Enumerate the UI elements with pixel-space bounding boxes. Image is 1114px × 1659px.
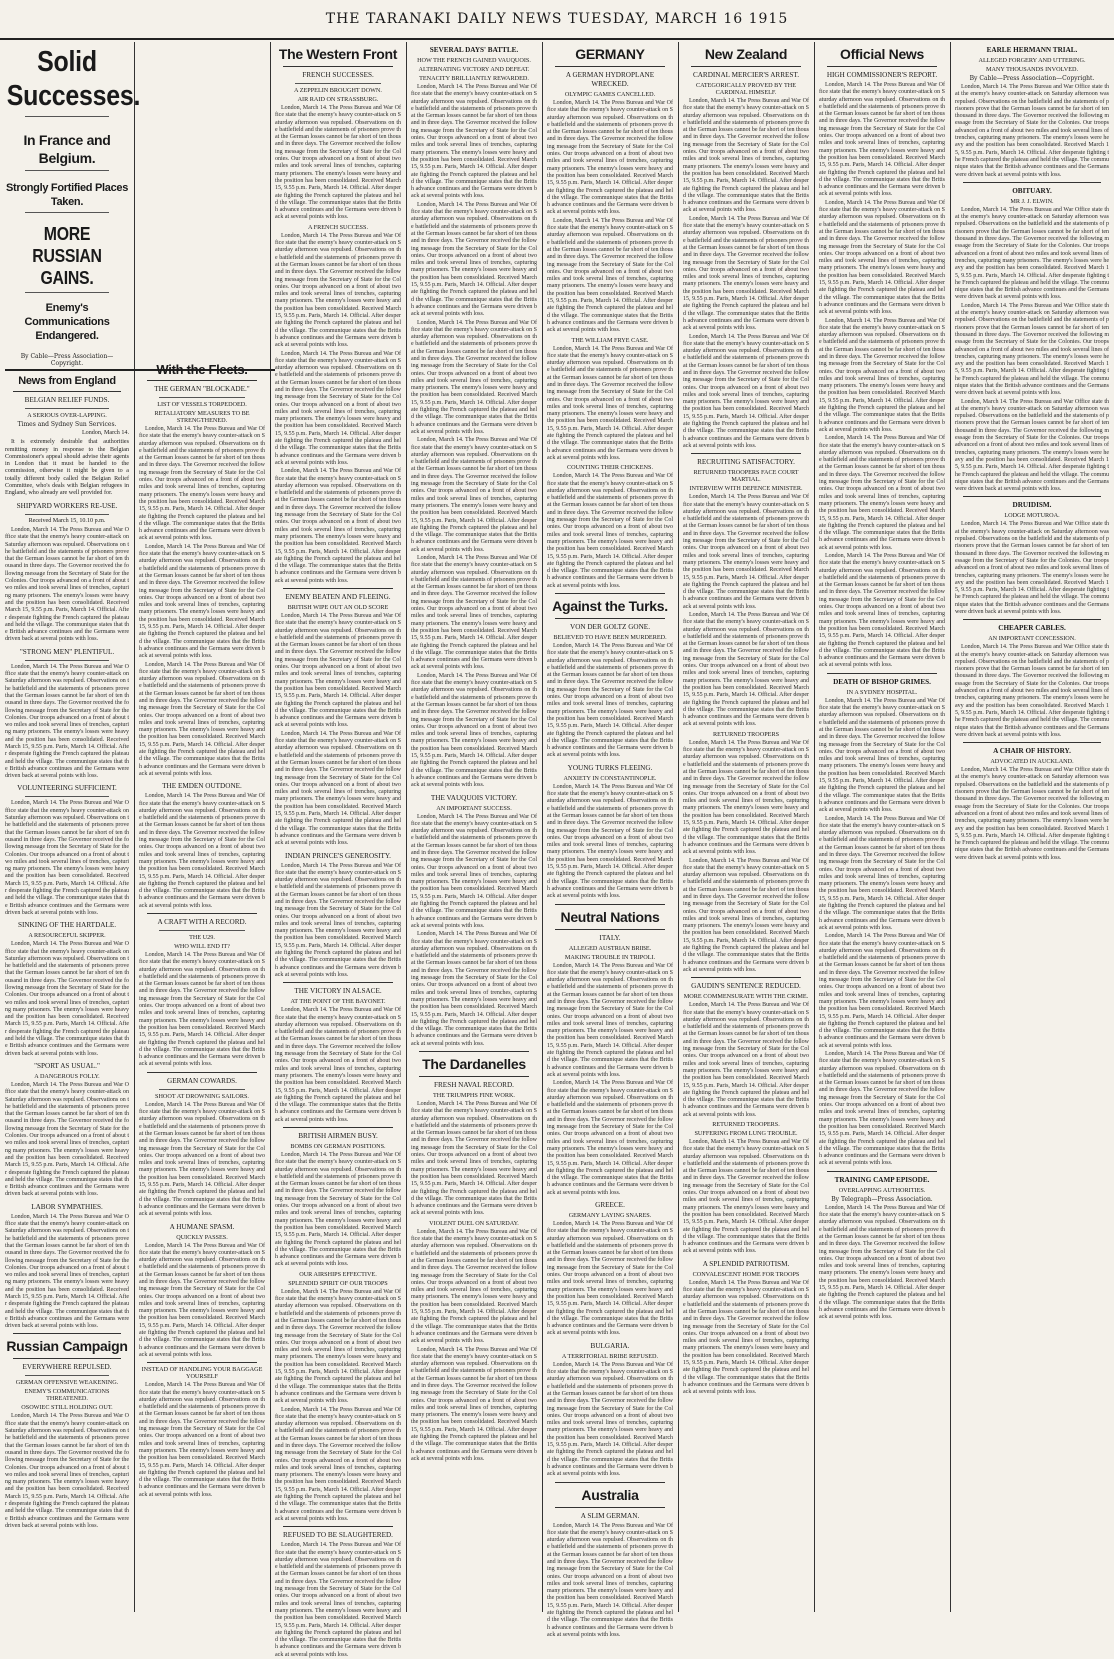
sub-prince: INDIAN PRINCE'S GENEROSITY.: [285, 851, 391, 860]
filler-text: London, March 14. The Press Bureau and War Office state that the enemy's heavy counter-attack on Saturday afternoon was repulsed. Observations on the battlefield and the statements of prisoners prove that the German losses cannot be far short of ten thousand in three days. The Governor received the following message from the Secretary of State for the Colonies. Our troops advanced on a front of about two miles and took several lines of trenches, capturing many prisoners. The enemy's losses were heavy and the position has been consolidated. Received March 15, 9.55 p.m. Paris, March 14. Official. After desperate fighting the French captured the plateau and held the village. The communique states that the British advance continues and the Germans were driven back at several points with loss.: [5, 526, 129, 643]
sub-tripoli: MAKING TROUBLE IN TRIPOLI.: [564, 953, 656, 961]
filler-text: London, March 14. The Press Bureau and War Office state that the enemy's heavy counter-attack on Saturday afternoon was repulsed. Observations on the battlefield and the statements of prisoners prove that the German losses cannot be far short of ten thousand in three days. The Governor received the following message from the Secretary of State for the Colonies. Our troops advanced on a front of about two miles and took several lines of trenches, capturing many prisoners. The enemy's losses were heavy and the position has been consolidated. Received March 15, 9.55 p.m. Paris, March 14. Official. After desperate fighting the French captured the plateau and held the village. The communique states that the British advance continues and the Germans were driven back at several points with loss.: [683, 333, 809, 449]
filler-text: London, March 14. The Press Bureau and War Office state that the enemy's heavy counter-attack on Saturday afternoon was repulsed. Observations on the battlefield and the statements of prisoners prove that the German losses cannot be far short of ten thousand in three days. The Governor received the following message from the Secretary of State for the Colonies. Our troops advanced on a front of about two miles and took several lines of trenches, capturing many prisoners. The enemy's losses were heavy and the position has been consolidated. Received March 15, 9.55 p.m. Paris, March 14. Official. After desperate fighting the French captured the plateau and held the village. The communique states that the British advance continues and the Germans were driven back at several points with loss.: [275, 1288, 401, 1405]
sub-druidism: DRUIDISM.: [1012, 501, 1052, 510]
column-2: [134, 42, 270, 1612]
sub-commissioner: HIGH COMMISSIONER'S REPORT.: [826, 71, 938, 79]
sub-frye: THE WILLIAM FRYE CASE.: [571, 336, 649, 344]
sub-offensive: GERMAN OFFENSIVE WEAKENING.: [15, 1379, 119, 1387]
sub-shoot: SHOOT AT DROWNING SAILORS.: [155, 1092, 249, 1100]
filler-text: London, March 14. The Press Bureau and War Office state that the enemy's heavy counter-attack on Saturday afternoon was repulsed. Observations on the battlefield and the statements of prisoners prove that the German losses cannot be far short of ten thousand in three days. The Governor received the following message from the Secretary of State for the Colonies. Our troops advanced on a front of about two miles and took several lines of trenches, capturing many prisoners. The enemy's losses were heavy and the position has been consolidated. Received March 15, 9.55 p.m. Paris, March 14. Official. After desperate fighting the French captured the plateau and held the village. The communique states that the British advance continues and the Germans were driven back at several points with loss.: [683, 98, 809, 214]
filler-text: London, March 14. The Press Bureau and War Office state that the enemy's heavy counter-attack on Saturday afternoon was repulsed. Observations on the battlefield and the statements of prisoners prove that the German losses cannot be far short of ten thousand in three days. The Governor received the following message from the Secretary of State for the Colonies. Our troops advanced on a front of about two miles and took several lines of trenches, capturing many prisoners. The enemy's losses were heavy and the position has been consolidated. Received March 15, 9.55 p.m. Paris, March 14. Official. After desperate fighting the French captured the plateau and held the village. The communique states that the British advance continues and the Germans were driven back at several points with loss.: [275, 613, 401, 729]
column-5: [542, 42, 678, 1638]
sub-triumphs: THE TRIUMPHS FINE WORK.: [433, 1092, 515, 1099]
filler-text: London, March 14. The Press Bureau and War Office state that the enemy's heavy counter-attack on Saturday afternoon was repulsed. Observations on the battlefield and the statements of prisoners prove that the German losses cannot be far short of ten thousand in three days. The Governor received the following message from the Secretary of State for the Colonies. Our troops advanced on a front of about two miles and took several lines of trenches, capturing many prisoners. The enemy's losses were heavy and the position has been consolidated. Received March 15, 9.55 p.m. Paris, March 14. Official. After desperate fighting the French captured the plateau and held the village. The communique states that the British advance continues and the Germans were driven back at several points with loss.: [547, 473, 673, 589]
section-dardanelles: The Dardanelles: [422, 1056, 526, 1072]
filler-text: London, March 14. The Press Bureau and War Office state that the enemy's heavy counter-attack on Saturday afternoon was repulsed. Observations on the battlefield and the statements of prisoners prove that the German losses cannot be far short of ten thousand in three days. The Governor received the following message from the Secretary of State for the Colonies. Our troops advanced on a front of about two miles and took several lines of trenches, capturing many prisoners. The enemy's losses were heavy and the position has been consolidated. Received March 15, 9.55 p.m. Paris, March 14. Official. After desperate fighting the French captured the plateau and held the village. The communique states that the British advance continues and the Germans were driven back at several points with loss.: [547, 100, 673, 216]
filler-text: London, March 14. The Press Bureau and War Office state that the enemy's heavy counter-attack on Saturday afternoon was repulsed. Observations on the battlefield and the statements of prisoners prove that the German losses cannot be far short of ten thousand in three days. The Governor received the following message from the Secretary of State for the Colonies. Our troops advanced on a front of about two miles and took several lines of trenches, capturing many prisoners. The enemy's losses were heavy and the position has been consolidated. Received March 15, 9.55 p.m. Paris, March 14. Official. After desperate fighting the French captured the plateau and held the village. The communique states that the British advance continues and the Germans were driven back at several points with loss.: [139, 1101, 265, 1218]
sub-territorial: A TERRITORIAL BRIBE REFUSED.: [561, 1352, 659, 1360]
section-official-news: Official News: [839, 46, 925, 62]
sub-sport: "SPORT AS USUAL.": [34, 1061, 100, 1070]
sub-osowiec: OSOWIEC STILL HOLDING OUT.: [21, 1404, 113, 1412]
filler-text: London, March 14. The Press Bureau and War Office state that the enemy's heavy counter-attack on Saturday afternoon was repulsed. Observations on the battlefield and the statements of prisoners prove that the German losses cannot be far short of ten thousand in three days. The Governor received the following message from the Secretary of State for the Colonies. Our troops advanced on a front of about two miles and took several lines of trenches, capturing many prisoners. The enemy's losses were heavy and the position has been consolidated. Received March 15, 9.55 p.m. Paris, March 14. Official. After desperate fighting the French captured the plateau and held the village. The communique states that the British advance continues and the Germans were driven back at several points with loss.: [547, 1361, 673, 1478]
sub-advocated: ADVOCATED IN AUCKLAND.: [990, 758, 1074, 766]
sub-british-wipe: BRITISH WIPE OUT AN OLD SCORE: [287, 604, 389, 611]
sub-hospital: IN A SYDNEY HOSPITAL.: [846, 688, 918, 696]
filler-text: London, March 14. The Press Bureau and War Office state that the enemy's heavy counter-attack on Saturday afternoon was repulsed. Observations on the battlefield and the statements of prisoners prove that the German losses cannot be far short of ten thousand in three days. The Governor received the following message from the Secretary of State for the Colonies. Our troops advanced on a front of about two miles and took several lines of trenches, capturing many prisoners. The enemy's losses were heavy and the position has been consolidated. Received March 15, 9.55 p.m. Paris, March 14. Official. After desperate fighting the French captured the plateau and held the village. The communique states that the British advance continues and the Germans were driven back at several points with loss.: [683, 1139, 809, 1255]
sub-hartdale: SINKING OF THE HARTDALE.: [17, 921, 117, 930]
filler-text: London, March 14. The Press Bureau and War Office state that the enemy's heavy counter-attack on Saturday afternoon was repulsed. Observations on the battlefield and the statements of prisoners prove that the German losses cannot be far short of ten thousand in three days. The Governor received the following message from the Secretary of State for the Colonies. Our troops advanced on a front of about two miles and took several lines of trenches, capturing many prisoners. The enemy's losses were heavy and the position has been consolidated. Received March 15, 9.55 p.m. Paris, March 14. Official. After desperate fighting the French captured the plateau and held the village. The communique states that the British advance continues and the Germans were driven back at several points with loss.: [547, 783, 673, 900]
sub-strong-men: "STRONG MEN" PLENTIFUL.: [19, 647, 115, 656]
sub-instead: INSTEAD OF HANDLING YOUR BAGGAGE YOURSELF: [141, 1366, 263, 1381]
filler-text: London, March 14. The Press Bureau and War Office state that the enemy's heavy counter-attack on Saturday afternoon was repulsed. Observations on the battlefield and the statements of prisoners prove that the German losses cannot be far short of ten thousand in three days. The Governor received the following message from the Secretary of State for the Colonies. Our troops advanced on a front of about two miles and took several lines of trenches, capturing many prisoners. The enemy's losses were heavy and the position has been consolidated. Received March 15, 9.55 p.m. Paris, March 14. Official. After desperate fighting the French captured the plateau and held the village. The communique states that the British advance continues and the Germans were driven back at several points with loss.: [275, 1406, 401, 1522]
sub-bayonet: AT THE POINT OF THE BAYONET.: [290, 998, 386, 1006]
sub-vauquois-victory: THE VAUQUOIS VICTORY.: [430, 793, 518, 802]
filler-text: London, March 14. The Press Bureau and War Office state that the enemy's heavy counter-attack on Saturday afternoon was repulsed. Observations on the battlefield and the statements of prisoners prove that the German losses cannot be far short of ten thousand in three days. The Governor received the following message from the Secretary of State for the Colonies. Our troops advanced on a front of about two miles and took several lines of trenches, capturing many prisoners. The enemy's losses were heavy and the position has been consolidated. Received March 15, 9.55 p.m. Paris, March 14. Official. After desperate fighting the French captured the plateau and held the village. The communique states that the British advance continues and the Germans were driven back at several points with loss.: [819, 815, 945, 931]
sub-proved: CATEGORICALLY PROVED BY THE CARDINAL HIMSELF.: [695, 82, 797, 96]
filler-text: London, March 14. The Press Bureau and War Office state that the enemy's heavy counter-attack on Saturday afternoon was repulsed. Observations on the battlefield and the statements of prisoners prove that the German losses cannot be far short of ten thousand in three days. The Governor received the following message from the Secretary of State for the Colonies. Our troops advanced on a front of about two miles and took several lines of trenches, capturing many prisoners. The enemy's losses were heavy and the position has been consolidated. Received March 15, 9.55 p.m. Paris, March 14. Official. After desperate fighting the French captured the plateau and held the village. The communique states that the British advance continues and the Germans were driven back at several points with loss.: [275, 862, 401, 978]
filler-text: London, March 14. The Press Bureau and War Office state that the enemy's heavy counter-attack on Saturday afternoon was repulsed. Observations on the battlefield and the statements of prisoners prove that the German losses cannot be far short of ten thousand in three days. The Governor received the following message from the Secretary of State for the Colonies. Our troops advanced on a front of about two miles and took several lines of trenches, capturing many prisoners. The enemy's losses were heavy and the position has been consolidated. Received March 15, 9.55 p.m. Paris, March 14. Official. After desperate fighting the French captured the plateau and held the village. The communique states that the British advance continues and the Germans were driven back at several points with loss.: [955, 767, 1109, 861]
filler-text: London, March 14. The Press Bureau and War Office state that the enemy's heavy counter-attack on Saturday afternoon was repulsed. Observations on the battlefield and the statements of prisoners prove that the German losses cannot be far short of ten thousand in three days. The Governor received the following message from the Secretary of State for the Colonies. Our troops advanced on a front of about two miles and took several lines of trenches, capturing many prisoners. The enemy's losses were heavy and the position has been consolidated. Received March 15, 9.55 p.m. Paris, March 14. Official. After desperate fighting the French captured the plateau and held the village. The communique states that the British advance continues and the Germans were driven back at several points with loss.: [411, 84, 537, 200]
sub-resourceful: A RESOURCEFUL SKIPPER.: [28, 932, 106, 940]
filler-text: London, March 14. The Press Bureau and War Office state that the enemy's heavy counter-attack on Saturday afternoon was repulsed. Observations on the battlefield and the statements of prisoners prove that the German losses cannot be far short of ten thousand in three days. The Governor received the following message from the Secretary of State for the Colonies. Our troops advanced on a front of about two miles and took several lines of trenches, capturing many prisoners. The enemy's losses were heavy and the position has been consolidated. Received March 15, 9.55 p.m. Paris, March 14. Official. After desperate fighting the French captured the plateau and held the village. The communique states that the British advance continues and the Germans were driven back at several points with loss.: [275, 1152, 401, 1268]
filler-text: London, March 14. The Press Bureau and War Office state that the enemy's heavy counter-attack on Saturday afternoon was repulsed. Observations on the battlefield and the statements of prisoners prove that the German losses cannot be far short of ten thousand in three days. The Governor received the following message from the Secretary of State for the Colonies. Our troops advanced on a front of about two miles and took several lines of trenches, capturing many prisoners. The enemy's losses were heavy and the position has been consolidated. Received March 15, 9.55 p.m. Paris, March 14. Official. After desperate fighting the French captured the plateau and held the village. The communique states that the British advance continues and the Germans were driven back at several points with loss.: [683, 215, 809, 332]
sub-young-turks: YOUNG TURKS FLEEING.: [567, 763, 653, 772]
sub-retaliatory: RETALIATORY MEASURES TO BE STRENGTHENED.: [154, 410, 250, 424]
sub-earle: EARLE HERMANN TRIAL.: [986, 46, 1078, 54]
filler-text: London, March 14. The Press Bureau and War Office state that the enemy's heavy counter-attack on Saturday afternoon was repulsed. Observations on the battlefield and the statements of prisoners prove that the German losses cannot be far short of ten thousand in three days. The Governor received the following message from the Secretary of State for the Colonies. Our troops advanced on a front of about two miles and took several lines of trenches, capturing many prisoners. The enemy's losses were heavy and the position has been consolidated. Received March 15, 9.55 p.m. Paris, March 14. Official. After desperate fighting the French captured the plateau and held the village. The communique states that the British advance continues and the Germans were driven back at several points with loss.: [139, 543, 265, 660]
column-6: [678, 42, 814, 1612]
filler-text: London, March 14. The Press Bureau and War Office state that the enemy's heavy counter-attack on Saturday afternoon was repulsed. Observations on the battlefield and the statements of prisoners prove that the German losses cannot be far short of ten thousand in three days. The Governor received the following message from the Secretary of State for the Colonies. Our troops advanced on a front of about two miles and took several lines of trenches, capturing many prisoners. The enemy's losses were heavy and the position has been consolidated. Received March 15, 9.55 p.m. Paris, March 14. Official. After desperate fighting the French captured the plateau and held the village. The communique states that the British advance continues and the Germans were driven back at several points with loss.: [411, 1228, 537, 1345]
column-7: [814, 42, 950, 1612]
filler-text: London, March 14. The Press Bureau and War Office state that the enemy's heavy counter-attack on Saturday afternoon was repulsed. Observations on the battlefield and the statements of prisoners prove that the German losses cannot be far short of ten thousand in three days. The Governor received the following message from the Secretary of State for the Colonies. Our troops advanced on a front of about two miles and took several lines of trenches, capturing many prisoners. The enemy's losses were heavy and the position has been consolidated. Received March 15, 9.55 p.m. Paris, March 14. Official. After desperate fighting the French captured the plateau and held the village. The communique states that the British advance continues and the Germans were driven back at several points with loss.: [547, 962, 673, 1078]
sub-alternating: ALTERNATING VICTORY AND DEFEAT.: [418, 66, 530, 73]
filler-text: London, March 14. The Press Bureau and War Office state that the enemy's heavy counter-attack on Saturday afternoon was repulsed. Observations on the battlefield and the statements of prisoners prove that the German losses cannot be far short of ten thousand in three days. The Governor received the following message from the Secretary of State for the Colonies. Our troops advanced on a front of about two miles and took several lines of trenches, capturing many prisoners. The enemy's losses were heavy and the position has been consolidated. Received March 15, 9.55 p.m. Paris, March 14. Official. After desperate fighting the French captured the plateau and held the village. The communique states that the British advance continues and the Germans were driven back at several points with loss.: [955, 206, 1109, 301]
sub-craft: A CRAFT WITH A RECORD.: [157, 918, 247, 926]
sub-olympic: OLYMPIC GAMES CANCELLED.: [564, 91, 656, 98]
filler-text: London, March 14. The Press Bureau and War Office state that the enemy's heavy counter-attack on Saturday afternoon was repulsed. Observations on the battlefield and the statements of prisoners prove that the German losses cannot be far short of ten thousand in three days. The Governor received the following message from the Secretary of State for the Colonies. Our troops advanced on a front of about two miles and took several lines of trenches, capturing many prisoners. The enemy's losses were heavy and the position has been consolidated. Received March 15, 9.55 p.m. Paris, March 14. Official. After desperate fighting the French captured the plateau and held the village. The communique states that the British advance continues and the Germans were driven back at several points with loss.: [411, 437, 537, 553]
filler-text: London, March 14. The Press Bureau and War Office state that the enemy's heavy counter-attack on Saturday afternoon was repulsed. Observations on the battlefield and the statements of prisoners prove that the German losses cannot be far short of ten thousand in three days. The Governor received the following message from the Secretary of State for the Colonies. Our troops advanced on a front of about two miles and took several lines of trenches, capturing many prisoners. The enemy's losses were heavy and the position has been consolidated. Received March 15, 9.55 p.m. Paris, March 14. Official. After desperate fighting the French captured the plateau and held the village. The communique states that the British advance continues and the Germans were driven back at several points with loss.: [819, 435, 945, 551]
filler-text: London, March 14. The Press Bureau and War Office state that the enemy's heavy counter-attack on Saturday afternoon was repulsed. Observations on the battlefield and the statements of prisoners prove that the German losses cannot be far short of ten thousand in three days. The Governor received the following message from the Secretary of State for the Colonies. Our troops advanced on a front of about two miles and took several lines of trenches, capturing many prisoners. The enemy's losses were heavy and the position has been consolidated. Received March 15, 9.55 p.m. Paris, March 14. Official. After desperate fighting the French captured the plateau and held the village. The communique states that the British advance continues and the Germans were driven back at several points with loss.: [547, 1522, 673, 1638]
sub-airmen: BRITISH AIRMEN BUSY.: [298, 1132, 378, 1140]
sub-training: TRAINING CAMP EPISODE.: [834, 1175, 930, 1184]
credit-line: By Cable—Press Association—Copyright.: [20, 353, 114, 367]
filler-text: London, March 14. The Press Bureau and War Office state that the enemy's heavy counter-attack on Saturday afternoon was repulsed. Observations on the battlefield and the statements of prisoners prove that the German losses cannot be far short of ten thousand in three days. The Governor received the following message from the Secretary of State for the Colonies. Our troops advanced on a front of about two miles and took several lines of trenches, capturing many prisoners. The enemy's losses were heavy and the position has been consolidated. Received March 15, 9.55 p.m. Paris, March 14. Official. After desperate fighting the French captured the plateau and held the village. The communique states that the British advance continues and the Germans were driven back at several points with loss.: [139, 793, 265, 909]
sub-shipyard: SHIPYARD WORKERS RE-USE.: [16, 501, 118, 510]
masthead: THE TARANAKI DAILY NEWS TUESDAY, MARCH 16 1915: [0, 0, 1114, 40]
headline-russian-gains: MORE RUSSIAN GAINS.: [32, 224, 102, 288]
column-3: [270, 42, 406, 1658]
sub-concession: AN IMPORTANT CONCESSION.: [988, 635, 1076, 643]
sub-splendid: SPLENDID SPIRIT OF OUR TROOPS: [288, 1279, 388, 1287]
filler-text: London, March 14. The Press Bureau and War Office state that the enemy's heavy counter-attack on Saturday afternoon was repulsed. Observations on the battlefield and the statements of prisoners prove that the German losses cannot be far short of ten thousand in three days. The Governor received the following message from the Secretary of State for the Colonies. Our troops advanced on a front of about two miles and took several lines of trenches, capturing many prisoners. The enemy's losses were heavy and the position has been consolidated. Received March 15, 9.55 p.m. Paris, March 14. Official. After desperate fighting the French captured the plateau and held the village. The communique states that the British advance continues and the Germans were driven back at several points with loss.: [139, 1242, 265, 1358]
headline-solid-successes: Solid Successes.: [6, 46, 141, 112]
filler-text: London, March 14. The Press Bureau and War Office state that the enemy's heavy counter-attack on Saturday afternoon was repulsed. Observations on the battlefield and the statements of prisoners prove that the German losses cannot be far short of ten thousand in three days. The Governor received the following message from the Secretary of State for the Colonies. Our troops advanced on a front of about two miles and took several lines of trenches, capturing many prisoners. The enemy's losses were heavy and the position has been consolidated. Received March 15, 9.55 p.m. Paris, March 14. Official. After desperate fighting the French captured the plateau and held the village. The communique states that the British advance continues and the Germans were driven back at several points with loss.: [819, 199, 945, 316]
sub-who-will: WHO WILL END IT?: [174, 943, 230, 950]
headline-france-belgium: In France and Belgium.: [23, 132, 111, 166]
sub-battle: SEVERAL DAYS' BATTLE.: [429, 46, 519, 54]
sub-communications: ENEMY'S COMMUNICATIONS THREATENED.: [24, 1388, 110, 1403]
filler-text: London, March 14. The Press Bureau and War Office state that the enemy's heavy counter-attack on Saturday afternoon was repulsed. Observations on the battlefield and the statements of prisoners prove that the German losses cannot be far short of ten thousand in three days. The Governor received the following message from the Secretary of State for the Colonies. Our troops advanced on a front of about two miles and took several lines of trenches, capturing many prisoners. The enemy's losses were heavy and the position has been consolidated. Received March 15, 9.55 p.m. Paris, March 14. Official. After desperate fighting the French captured the plateau and held the village. The communique states that the British advance continues and the Germans were driven back at several points with loss.: [139, 426, 265, 542]
filler-text: London, March 14. The Press Bureau and War Office state that the enemy's heavy counter-attack on Saturday afternoon was repulsed. Observations on the battlefield and the statements of prisoners prove that the German losses cannot be far short of ten thousand in three days. The Governor received the following message from the Secretary of State for the Colonies. Our troops advanced on a front of about two miles and took several lines of trenches, capturing many prisoners. The enemy's losses were heavy and the position has been consolidated. Received March 15, 9.55 p.m. Paris, March 14. Official. After desperate fighting the French captured the plateau and held the village. The communique states that the British advance continues and the Germans were driven back at several points with loss.: [275, 1007, 401, 1123]
sub-vauquois: HOW THE FRENCH GAINED VAUQUOIS.: [417, 57, 531, 64]
sub-obituary: OBITUARY.: [1012, 186, 1052, 195]
sub-folly: A DANGEROUS FOLLY.: [34, 1072, 100, 1080]
filler-text: London, March 14. The Press Bureau and War Office state that the enemy's heavy counter-attack on Saturday afternoon was repulsed. Observations on the battlefield and the statements of prisoners prove that the German losses cannot be far short of ten thousand in three days. The Governor received the following message from the Secretary of State for the Colonies. Our troops advanced on a front of about two miles and took several lines of trenches, capturing many prisoners. The enemy's losses were heavy and the position has been consolidated. Received March 15, 9.55 p.m. Paris, March 14. Official. After desperate fighting the French captured the plateau and held the village. The communique states that the British advance continues and the Germans were driven back at several points with loss.: [5, 1081, 129, 1198]
filler-text: London, March 14. The Press Bureau and War Office state that the enemy's heavy counter-attack on Saturday afternoon was repulsed. Observations on the battlefield and the statements of prisoners prove that the German losses cannot be far short of ten thousand in three days. The Governor received the following message from the Secretary of State for the Colonies. Our troops advanced on a front of about two miles and took several lines of trenches, capturing many prisoners. The enemy's losses were heavy and the position has been consolidated. Received March 15, 9.55 p.m. Paris, March 14. Official. After desperate fighting the French captured the plateau and held the village. The communique states that the British advance continues and the Germans were driven back at several points with loss.: [411, 555, 537, 671]
sub-labor: LABOR SYMPATHIES.: [31, 1202, 103, 1211]
filler-text: London, March 14. The Press Bureau and War Office state that the enemy's heavy counter-attack on Saturday afternoon was repulsed. Observations on the battlefield and the statements of prisoners prove that the German losses cannot be far short of ten thousand in three days. The Governor received the following message from the Secretary of State for the Colonies. Our troops advanced on a front of about two miles and took several lines of trenches, capturing many prisoners. The enemy's losses were heavy and the position has been consolidated. Received March 15, 9.55 p.m. Paris, March 14. Official. After desperate fighting the French captured the plateau and held the village. The communique states that the British advance continues and the Germans were driven back at several points with loss.: [683, 1002, 809, 1118]
headline-fortified: Strongly Fortified Places Taken.: [5, 182, 129, 208]
filler-text: London, March 14. The Press Bureau and War Office state that the enemy's heavy counter-attack on Saturday afternoon was repulsed. Observations on the battlefield and the statements of prisoners prove that the German losses cannot be far short of ten thousand in three days. The Governor received the following message from the Secretary of State for the Colonies. Our troops advanced on a front of about two miles and took several lines of trenches, capturing many prisoners. The enemy's losses were heavy and the position has been consolidated. Received March 15, 9.55 p.m. Paris, March 14. Official. After desperate fighting the French captured the plateau and held the village. The communique states that the British advance continues and the Germans were driven back at several points with loss.: [955, 644, 1109, 738]
sub-french-successes: FRENCH SUCCESSES.: [302, 71, 374, 79]
credit-line-2: By Cable—Press Association—Copyright.: [969, 75, 1095, 82]
filler-text: London, March 14. The Press Bureau and War Office state that the enemy's heavy counter-attack on Saturday afternoon was repulsed. Observations on the battlefield and the statements of prisoners prove that the German losses cannot be far short of ten thousand in three days. The Governor received the following message from the Secretary of State for the Colonies. Our troops advanced on a front of about two miles and took several lines of trenches, capturing many prisoners. The enemy's losses were heavy and the position has been consolidated. Received March 15, 9.55 p.m. Paris, March 14. Official. After desperate fighting the French captured the plateau and held the village. The communique states that the British advance continues and the Germans were driven back at several points with loss.: [275, 1542, 401, 1658]
sub-chair: A CHAIR OF HISTORY.: [993, 747, 1071, 756]
sub-bulgaria: BULGARIA.: [590, 1341, 630, 1350]
sub-humane: A HUMANE SPASM.: [169, 1222, 235, 1231]
sub-murdered: BELIEVED TO HAVE BEEN MURDERED.: [553, 634, 667, 641]
filler-text: London, March 14. The Press Bureau and War Office state that the enemy's heavy counter-attack on Saturday afternoon was repulsed. Observations on the battlefield and the statements of prisoners prove that the German losses cannot be far short of ten thousand in three days. The Governor received the following message from the Secretary of State for the Colonies. Our troops advanced on a front of about two miles and took several lines of trenches, capturing many prisoners. The enemy's losses were heavy and the position has been consolidated. Received March 15, 9.55 p.m. Paris, March 14. Official. After desperate fighting the French captured the plateau and held the village. The communique states that the British advance continues and the Germans were driven back at several points with loss.: [411, 672, 537, 789]
column-8: [950, 42, 1114, 1612]
sub-emden: THE EMDEN OUTDONE.: [162, 782, 242, 791]
sub-suffering: SUFFERING FROM LUNG TROUBLE.: [694, 1130, 798, 1137]
filler-text: London, March 14. The Press Bureau and War Office state that the enemy's heavy counter-attack on Saturday afternoon was repulsed. Observations on the battlefield and the statements of prisoners prove that the German losses cannot be far short of ten thousand in three days. The Governor received the following message from the Secretary of State for the Colonies. Our troops advanced on a front of about two miles and took several lines of trenches, capturing many prisoners. The enemy's losses were heavy and the position has been consolidated. Received March 15, 9.55 p.m. Paris, March 14. Official. After desperate fighting the French captured the plateau and held the village. The communique states that the British advance continues and the Germans were driven back at several points with loss.: [955, 521, 1109, 615]
filler-text: London, March 14. The Press Bureau and War Office state that the enemy's heavy counter-attack on Saturday afternoon was repulsed. Observations on the battlefield and the statements of prisoners prove that the German losses cannot be far short of ten thousand in three days. The Governor received the following message from the Secretary of State for the Colonies. Our troops advanced on a front of about two miles and took several lines of trenches, capturing many prisoners. The enemy's losses were heavy and the position has been consolidated. Received March 15, 9.55 p.m. Paris, March 14. Official. After desperate fighting the French captured the plateau and held the village. The communique states that the British advance continues and the Germans were driven back at several points with loss.: [139, 661, 265, 777]
sub-tenacity: TENACITY BRILLIANTLY REWARDED.: [419, 75, 529, 82]
section-australia: Australia: [581, 1486, 639, 1503]
sub-u29: THE U29.: [189, 934, 215, 941]
filler-text: London, March 14. The Press Bureau and War Office state that the enemy's heavy counter-attack on Saturday afternoon was repulsed. Observations on the battlefield and the statements of prisoners prove that the German losses cannot be far short of ten thousand in three days. The Governor received the following message from the Secretary of State for the Colonies. Our troops advanced on a front of about two miles and took several lines of trenches, capturing many prisoners. The enemy's losses were heavy and the position has been consolidated. Received March 15, 9.55 p.m. Paris, March 14. Official. After desperate fighting the French captured the plateau and held the village. The communique states that the British advance continues and the Germans were driven back at several points with loss.: [275, 105, 401, 221]
filler-text: London, March 14. The Press Bureau and War Office state that the enemy's heavy counter-attack on Saturday afternoon was repulsed. Observations on the battlefield and the statements of prisoners prove that the German losses cannot be far short of ten thousand in three days. The Governor received the following message from the Secretary of State for the Colonies. Our troops advanced on a front of about two miles and took several lines of trenches, capturing many prisoners. The enemy's losses were heavy and the position has been consolidated. Received March 15, 9.55 p.m. Paris, March 14. Official. After desperate fighting the French captured the plateau and held the village. The communique states that the British advance continues and the Germans were driven back at several points with loss.: [5, 1213, 129, 1330]
sub-torpedoed: LIST OF VESSELS TORPEDOED.: [157, 401, 247, 408]
filler-text: London, March 14. The Press Bureau and War Office state that the enemy's heavy counter-attack on Saturday afternoon was repulsed. Observations on the battlefield and the statements of prisoners prove that the German losses cannot be far short of ten thousand in three days. The Governor received the following message from the Secretary of State for the Colonies. Our troops advanced on a front of about two miles and took several lines of trenches, capturing many prisoners. The enemy's losses were heavy and the position has been consolidated. Received March 15, 9.55 p.m. Paris, March 14. Official. After desperate fighting the French captured the plateau and held the village. The communique states that the British advance continues and the Germans were driven back at several points with loss.: [547, 217, 673, 334]
sub-italy: ITALY.: [599, 933, 621, 942]
sub-zeppelin: A ZEPPELIN BROUGHT DOWN.: [294, 87, 382, 94]
sub-goltz: VON DER GOLTZ GONE.: [570, 623, 650, 631]
section-news-england: News from England: [18, 375, 116, 387]
filler-text: London, March 14. The Press Bureau and War Office state that the enemy's heavy counter-attack on Saturday afternoon was repulsed. Observations on the battlefield and the statements of prisoners prove that the German losses cannot be far short of ten thousand in three days. The Governor received the following message from the Secretary of State for the Colonies. Our troops advanced on a front of about two miles and took several lines of trenches, capturing many prisoners. The enemy's losses were heavy and the position has been consolidated. Received March 15, 9.55 p.m. Paris, March 14. Official. After desperate fighting the French captured the plateau and held the village. The communique states that the British advance continues and the Germans were driven back at several points with loss.: [955, 84, 1109, 178]
filler-text: London, March 14. The Press Bureau and War Office state that the enemy's heavy counter-attack on Saturday afternoon was repulsed. Observations on the battlefield and the statements of prisoners prove that the German losses cannot be far short of ten thousand in three days. The Governor received the following message from the Secretary of State for the Colonies. Our troops advanced on a front of about two miles and took several lines of trenches, capturing many prisoners. The enemy's losses were heavy and the position has been consolidated. Received March 15, 9.55 p.m. Paris, March 14. Official. After desperate fighting the French captured the plateau and held the village. The communique states that the British advance continues and the Germans were driven back at several points with loss.: [411, 201, 537, 318]
filler-text: London, March 14. The Press Bureau and War Office state that the enemy's heavy counter-attack on Saturday afternoon was repulsed. Observations on the battlefield and the statements of prisoners prove that the German losses cannot be far short of ten thousand in three days. The Governor received the following message from the Secretary of State for the Colonies. Our troops advanced on a front of about two miles and took several lines of trenches, capturing many prisoners. The enemy's losses were heavy and the position has been consolidated. Received March 15, 9.55 p.m. Paris, March 14. Official. After desperate fighting the French captured the plateau and held the village. The communique states that the British advance continues and the Germans were driven back at several points with loss.: [683, 857, 809, 973]
sub-alsace: THE VICTORY IN ALSACE.: [294, 987, 382, 996]
sub-chickens: COUNTING THEIR CHICKENS.: [567, 464, 653, 472]
sub-overlapping-auth: OVERLAPPING AUTHORITIES.: [838, 1186, 926, 1194]
sub-cables: CHEAPER CABLES.: [998, 624, 1066, 633]
sub-crime: MORE COMMENSURATE WITH THE CRIME.: [683, 993, 809, 1001]
sub-bribe: ALLEGED AUSTRIAN BRIBE.: [568, 944, 652, 952]
sub-slim-german: A SLIM GERMAN.: [580, 1511, 640, 1520]
sub-interview: INTERVIEW WITH DEFENCE MINISTER.: [689, 485, 803, 493]
filler-text: London, March 14. The Press Bureau and War Office state that the enemy's heavy counter-attack on Saturday afternoon was repulsed. Observations on the battlefield and the statements of prisoners prove that the German losses cannot be far short of ten thousand in three days. The Governor received the following message from the Secretary of State for the Colonies. Our troops advanced on a front of about two miles and took several lines of trenches, capturing many prisoners. The enemy's losses were heavy and the position has been consolidated. Received March 15, 9.55 p.m. Paris, March 14. Official. After desperate fighting the French captured the plateau and held the village. The communique states that the British advance continues and the Germans were driven back at several points with loss.: [683, 1279, 809, 1396]
sub-bombs: BOMBS ON GERMAN POSITIONS.: [290, 1143, 386, 1150]
filler-text: London, March 14. The Press Bureau and War Office state that the enemy's heavy counter-attack on Saturday afternoon was repulsed. Observations on the battlefield and the statements of prisoners prove that the German losses cannot be far short of ten thousand in three days. The Governor received the following message from the Secretary of State for the Colonies. Our troops advanced on a front of about two miles and took several lines of trenches, capturing many prisoners. The enemy's losses were heavy and the position has been consolidated. Received March 15, 9.55 p.m. Paris, March 14. Official. After desperate fighting the French captured the plateau and held the village. The communique states that the British advance continues and the Germans were driven back at several points with loss.: [547, 345, 673, 461]
column-1: [0, 42, 141, 1612]
filler-text: London, March 14. The Press Bureau and War Office state that the enemy's heavy counter-attack on Saturday afternoon was repulsed. Observations on the battlefield and the statements of prisoners prove that the German losses cannot be far short of ten thousand in three days. The Governor received the following message from the Secretary of State for the Colonies. Our troops advanced on a front of about two miles and took several lines of trenches, capturing many prisoners. The enemy's losses were heavy and the position has been consolidated. Received March 15, 9.55 p.m. Paris, March 14. Official. After desperate fighting the French captured the plateau and held the village. The communique states that the British advance continues and the Germans were driven back at several points with loss.: [5, 663, 129, 780]
sub-belgian-relief: BELGIAN RELIEF FUNDS.: [24, 396, 110, 404]
sub-returned: RETURNED TROOPERS FACE COURT MARTIAL.: [693, 469, 799, 484]
section-germany: GERMANY: [575, 46, 645, 62]
sub-overlapping: A SERIOUS OVER-LAPPING.: [27, 412, 107, 419]
sub-cowards: GERMAN COWARDS.: [167, 1076, 237, 1085]
column-4: [406, 42, 542, 1612]
filler-text: London, March 14. The Press Bureau and War Office state that the enemy's heavy counter-attack on Saturday afternoon was repulsed. Observations on the battlefield and the statements of prisoners prove that the German losses cannot be far short of ten thousand in three days. The Governor received the following message from the Secretary of State for the Colonies. Our troops advanced on a front of about two miles and took several lines of trenches, capturing many prisoners. The enemy's losses were heavy and the position has been consolidated. Received March 15, 9.55 p.m. Paris, March 14. Official. After desperate fighting the French captured the plateau and held the village. The communique states that the British advance continues and the Germans were driven back at several points with loss.: [139, 952, 265, 1068]
filler-text: London, March 14. The Press Bureau and War Office state that the enemy's heavy counter-attack on Saturday afternoon was repulsed. Observations on the battlefield and the statements of prisoners prove that the German losses cannot be far short of ten thousand in three days. The Governor received the following message from the Secretary of State for the Colonies. Our troops advanced on a front of about two miles and took several lines of trenches, capturing many prisoners. The enemy's losses were heavy and the position has been consolidated. Received March 15, 9.55 p.m. Paris, March 14. Official. After desperate fighting the French captured the plateau and held the village. The communique states that the British advance continues and the Germans were driven back at several points with loss.: [411, 931, 537, 1047]
filler-text: London, March 14. The Press Bureau and War Office state that the enemy's heavy counter-attack on Saturday afternoon was repulsed. Observations on the battlefield and the statements of prisoners prove that the German losses cannot be far short of ten thousand in three days. The Governor received the following message from the Secretary of State for the Colonies. Our troops advanced on a front of about two miles and took several lines of trenches, capturing many prisoners. The enemy's losses were heavy and the position has been consolidated. Received March 15, 9.55 p.m. Paris, March 14. Official. After desperate fighting the French captured the plateau and held the village. The communique states that the British advance continues and the Germans were driven back at several points with loss.: [683, 494, 809, 610]
filler-text: London, March 14. The Press Bureau and War Office state that the enemy's heavy counter-attack on Saturday afternoon was repulsed. Observations on the battlefield and the statements of prisoners prove that the German losses cannot be far short of ten thousand in three days. The Governor received the following message from the Secretary of State for the Colonies. Our troops advanced on a front of about two miles and took several lines of trenches, capturing many prisoners. The enemy's losses were heavy and the position has been consolidated. Received March 15, 9.55 p.m. Paris, March 14. Official. After desperate fighting the French captured the plateau and held the village. The communique states that the British advance continues and the Germans were driven back at several points with loss.: [547, 1221, 673, 1337]
filler-text: London, March 14. The Press Bureau and War Office state that the enemy's heavy counter-attack on Saturday afternoon was repulsed. Observations on the battlefield and the statements of prisoners prove that the German losses cannot be far short of ten thousand in three days. The Governor received the following message from the Secretary of State for the Colonies. Our troops advanced on a front of about two miles and took several lines of trenches, capturing many prisoners. The enemy's losses were heavy and the position has been consolidated. Received March 15, 9.55 p.m. Paris, March 14. Official. After desperate fighting the French captured the plateau and held the village. The communique states that the British advance continues and the Germans were driven back at several points with loss.: [819, 933, 945, 1049]
section-russian-campaign: Russian Campaign: [6, 1338, 128, 1355]
sub-anxiety: ANXIETY IN CONSTANTINOPLE.: [563, 774, 657, 782]
sub-returned-3: RETURNED TROOPERS.: [712, 1121, 780, 1128]
sub-refused: REFUSED TO BE SLAUGHTERED.: [283, 1531, 393, 1540]
filler-text: London, March 14. The Press Bureau and War Office state that the enemy's heavy counter-attack on Saturday afternoon was repulsed. Observations on the battlefield and the statements of prisoners prove that the German losses cannot be far short of ten thousand in three days. The Governor received the following message from the Secretary of State for the Colonies. Our troops advanced on a front of about two miles and took several lines of trenches, capturing many prisoners. The enemy's losses were heavy and the position has been consolidated. Received March 15, 9.55 p.m. Paris, March 14. Official. After desperate fighting the French captured the plateau and held the village. The communique states that the British advance continues and the Germans were driven back at several points with loss.: [275, 232, 401, 349]
filler-text: London, March 14. The Press Bureau and War Office state that the enemy's heavy counter-attack on Saturday afternoon was repulsed. Observations on the battlefield and the statements of prisoners prove that the German losses cannot be far short of ten thousand in three days. The Governor received the following message from the Secretary of State for the Colonies. Our troops advanced on a front of about two miles and took several lines of trenches, capturing many prisoners. The enemy's losses were heavy and the position has been consolidated. Received March 15, 9.55 p.m. Paris, March 14. Official. After desperate fighting the French captured the plateau and held the village. The communique states that the British advance continues and the Germans were driven back at several points with loss.: [683, 612, 809, 728]
filler-text: London, March 14. The Press Bureau and War Office state that the enemy's heavy counter-attack on Saturday afternoon was repulsed. Observations on the battlefield and the statements of prisoners prove that the German losses cannot be far short of ten thousand in three days. The Governor received the following message from the Secretary of State for the Colonies. Our troops advanced on a front of about two miles and took several lines of trenches, capturing many prisoners. The enemy's losses were heavy and the position has been consolidated. Received March 15, 9.55 p.m. Paris, March 14. Official. After desperate fighting the French captured the plateau and held the village. The communique states that the British advance continues and the Germans were driven back at several points with loss.: [411, 319, 537, 435]
filler-text: London, March 14. The Press Bureau and War Office state that the enemy's heavy counter-attack on Saturday afternoon was repulsed. Observations on the battlefield and the statements of prisoners prove that the German losses cannot be far short of ten thousand in three days. The Governor received the following message from the Secretary of State for the Colonies. Our troops advanced on a front of about two miles and took several lines of trenches, capturing many prisoners. The enemy's losses were heavy and the position has been consolidated. Received March 15, 9.55 p.m. Paris, March 14. Official. After desperate fighting the French captured the plateau and held the village. The communique states that the British advance continues and the Germans were driven back at several points with loss.: [411, 813, 537, 929]
filler-text: London, March 14. The Press Bureau and War Office state that the enemy's heavy counter-attack on Saturday afternoon was repulsed. Observations on the battlefield and the statements of prisoners prove that the German losses cannot be far short of ten thousand in three days. The Governor received the following message from the Secretary of State for the Colonies. Our troops advanced on a front of about two miles and took several lines of trenches, capturing many prisoners. The enemy's losses were heavy and the position has been consolidated. Received March 15, 9.55 p.m. Paris, March 14. Official. After desperate fighting the French captured the plateau and held the village. The communique states that the British advance continues and the Germans were driven back at several points with loss.: [819, 1204, 945, 1321]
sub-quickly: QUICKLY PASSES.: [176, 1233, 228, 1241]
section-western-front: The Western Front: [278, 46, 398, 62]
sub-thousands: MANY THOUSANDS INVOLVED.: [985, 66, 1079, 73]
section-fleets: With the Fleets.: [156, 362, 248, 377]
filler-text: London, March 14. The Press Bureau and War Office state that the enemy's heavy counter-attack on Saturday afternoon was repulsed. Observations on the battlefield and the statements of prisoners prove that the German losses cannot be far short of ten thousand in three days. The Governor received the following message from the Secretary of State for the Colonies. Our troops advanced on a front of about two miles and took several lines of trenches, capturing many prisoners. The enemy's losses were heavy and the position has been consolidated. Received March 15, 9.55 p.m. Paris, March 14. Official. After desperate fighting the French captured the plateau and held the village. The communique states that the British advance continues and the Germans were driven back at several points with loss.: [683, 739, 809, 856]
sub-blockade: THE GERMAN "BLOCKADE.": [154, 385, 250, 393]
sub-important: AN IMPORTANT SUCCESS.: [436, 804, 512, 812]
sub-elwin: MR J. J. ELWIN.: [1010, 197, 1054, 205]
sub-french-success: A FRENCH SUCCESS.: [307, 223, 368, 231]
filler-text: London, March 14. The Press Bureau and War Office state that the enemy's heavy counter-attack on Saturday afternoon was repulsed. Observations on the battlefield and the statements of prisoners prove that the German losses cannot be far short of ten thousand in three days. The Governor received the following message from the Secretary of State for the Colonies. Our troops advanced on a front of about two miles and took several lines of trenches, capturing many prisoners. The enemy's losses were heavy and the position has been consolidated. Received March 15, 9.55 p.m. Paris, March 14. Official. After desperate fighting the French captured the plateau and held the village. The communique states that the British advance continues and the Germans were driven back at several points with loss.: [411, 1346, 537, 1462]
filler-text: London, March 14. The Press Bureau and War Office state that the enemy's heavy counter-attack on Saturday afternoon was repulsed. Observations on the battlefield and the statements of prisoners prove that the German losses cannot be far short of ten thousand in three days. The Governor received the following message from the Secretary of State for the Colonies. Our troops advanced on a front of about two miles and took several lines of trenches, capturing many prisoners. The enemy's losses were heavy and the position has been consolidated. Received March 15, 9.55 p.m. Paris, March 14. Official. After desperate fighting the French captured the plateau and held the village. The communique states that the British advance continues and the Germans were driven back at several points with loss.: [5, 800, 129, 916]
filler-text: London, March 14. The Press Bureau and War Office state that the enemy's heavy counter-attack on Saturday afternoon was repulsed. Observations on the battlefield and the statements of prisoners prove that the German losses cannot be far short of ten thousand in three days. The Governor received the following message from the Secretary of State for the Colonies. Our troops advanced on a front of about two miles and took several lines of trenches, capturing many prisoners. The enemy's losses were heavy and the position has been consolidated. Received March 15, 9.55 p.m. Paris, March 14. Official. After desperate fighting the French captured the plateau and held the village. The communique states that the British advance continues and the Germans were driven back at several points with loss.: [275, 468, 401, 584]
sub-forgery: ALLEGED FORGERY AND UTTERING.: [978, 57, 1086, 64]
filler-text: London, March 14. The Press Bureau and War Office state that the enemy's heavy counter-attack on Saturday afternoon was repulsed. Observations on the battlefield and the statements of prisoners prove that the German losses cannot be far short of ten thousand in three days. The Governor received the following message from the Secretary of State for the Colonies. Our troops advanced on a front of about two miles and took several lines of trenches, capturing many prisoners. The enemy's losses were heavy and the position has been consolidated. Received March 15, 9.55 p.m. Paris, March 14. Official. After desperate fighting the French captured the plateau and held the village. The communique states that the British advance continues and the Germans were driven back at several points with loss.: [819, 82, 945, 198]
sub-airships: OUR AIRSHIPS EFFECTIVE.: [299, 1270, 377, 1278]
sub-bishop: DEATH OF BISHOP GRIMES.: [833, 677, 931, 686]
sub-recruiting: RECRUITING SATISFACTORY.: [697, 458, 795, 467]
filler-text: London, March 14. The Press Bureau and War Office state that the enemy's heavy counter-attack on Saturday afternoon was repulsed. Observations on the battlefield and the statements of prisoners prove that the German losses cannot be far short of ten thousand in three days. The Governor received the following message from the Secretary of State for the Colonies. Our troops advanced on a front of about two miles and took several lines of trenches, capturing many prisoners. The enemy's losses were heavy and the position has been consolidated. Received March 15, 9.55 p.m. Paris, March 14. Official. After desperate fighting the French captured the plateau and held the village. The communique states that the British advance continues and the Germans were driven back at several points with loss.: [819, 317, 945, 433]
received-line: Received March 15, 10.10 p.m.: [28, 517, 106, 524]
filler-text: London, March 14. The Press Bureau and War Office state that the enemy's heavy counter-attack on Saturday afternoon was repulsed. Observations on the battlefield and the statements of prisoners prove that the German losses cannot be far short of ten thousand in three days. The Governor received the following message from the Secretary of State for the Colonies. Our troops advanced on a front of about two miles and took several lines of trenches, capturing many prisoners. The enemy's losses were heavy and the position has been consolidated. Received March 15, 9.55 p.m. Paris, March 14. Official. After desperate fighting the French captured the plateau and held the village. The communique states that the British advance continues and the Germans were driven back at several points with loss.: [819, 1051, 945, 1167]
sub-airraid: AIR RAID ON STRASSBURG.: [297, 96, 379, 103]
sub-volunteering: VOLUNTEERING SUFFICIENT.: [17, 784, 117, 793]
filler-text: London, March 14. The Press Bureau and War Office state that the enemy's heavy counter-attack on Saturday afternoon was repulsed. Observations on the battlefield and the statements of prisoners prove that the German losses cannot be far short of ten thousand in three days. The Governor received the following message from the Secretary of State for the Colonies. Our troops advanced on a front of about two miles and took several lines of trenches, capturing many prisoners. The enemy's losses were heavy and the position has been consolidated. Received March 15, 9.55 p.m. Paris, March 14. Official. After desperate fighting the French captured the plateau and held the village. The communique states that the British advance continues and the Germans were driven back at several points with loss.: [139, 1382, 265, 1498]
sub-beaten: ENEMY BEATEN AND FLEEING.: [285, 593, 391, 601]
sub-hydroplane: A GERMAN HYDROPLANE WRECKED.: [565, 71, 655, 88]
sub-returned-2: RETURNED TROOPERS: [712, 730, 780, 738]
section-new-zealand: New Zealand: [704, 46, 788, 62]
filler-text: London, March 14. The Press Bureau and War Office state that the enemy's heavy counter-attack on Saturday afternoon was repulsed. Observations on the battlefield and the statements of prisoners prove that the German losses cannot be far short of ten thousand in three days. The Governor received the following message from the Secretary of State for the Colonies. Our troops advanced on a front of about two miles and took several lines of trenches, capturing many prisoners. The enemy's losses were heavy and the position has been consolidated. Received March 15, 9.55 p.m. Paris, March 14. Official. After desperate fighting the French captured the plateau and held the village. The communique states that the British advance continues and the Germans were driven back at several points with loss.: [5, 941, 129, 1057]
section-turks: Against the Turks.: [552, 598, 668, 614]
sub-naval: FRESH NAVAL RECORD.: [434, 1081, 514, 1089]
section-neutral: Neutral Nations: [560, 908, 660, 925]
filler-text: London, March 14. The Press Bureau and War Office state that the enemy's heavy counter-attack on Saturday afternoon was repulsed. Observations on the battlefield and the statements of prisoners prove that the German losses cannot be far short of ten thousand in three days. The Governor received the following message from the Secretary of State for the Colonies. Our troops advanced on a front of about two miles and took several lines of trenches, capturing many prisoners. The enemy's losses were heavy and the position has been consolidated. Received March 15, 9.55 p.m. Paris, March 14. Official. After desperate fighting the French captured the plateau and held the village. The communique states that the British advance continues and the Germans were driven back at several points with loss.: [819, 697, 945, 814]
filler-text: London, March 14. The Press Bureau and War Office state that the enemy's heavy counter-attack on Saturday afternoon was repulsed. Observations on the battlefield and the statements of prisoners prove that the German losses cannot be far short of ten thousand in three days. The Governor received the following message from the Secretary of State for the Colonies. Our troops advanced on a front of about two miles and took several lines of trenches, capturing many prisoners. The enemy's losses were heavy and the position has been consolidated. Received March 15, 9.55 p.m. Paris, March 14. Official. After desperate fighting the French captured the plateau and held the village. The communique states that the British advance continues and the Germans were driven back at several points with loss.: [5, 1413, 129, 1529]
filler-text: London, March 14. The Press Bureau and War Office state that the enemy's heavy counter-attack on Saturday afternoon was repulsed. Observations on the battlefield and the statements of prisoners prove that the German losses cannot be far short of ten thousand in three days. The Governor received the following message from the Secretary of State for the Colonies. Our troops advanced on a front of about two miles and took several lines of trenches, capturing many prisoners. The enemy's losses were heavy and the position has been consolidated. Received March 15, 9.55 p.m. Paris, March 14. Official. After desperate fighting the French captured the plateau and held the village. The communique states that the British advance continues and the Germans were driven back at several points with loss.: [547, 1080, 673, 1196]
filler-text: London, March 14. The Press Bureau and War Office state that the enemy's heavy counter-attack on Saturday afternoon was repulsed. Observations on the battlefield and the statements of prisoners prove that the German losses cannot be far short of ten thousand in three days. The Governor received the following message from the Secretary of State for the Colonies. Our troops advanced on a front of about two miles and took several lines of trenches, capturing many prisoners. The enemy's losses were heavy and the position has been consolidated. Received March 15, 9.55 p.m. Paris, March 14. Official. After desperate fighting the French captured the plateau and held the village. The communique states that the British advance continues and the Germans were driven back at several points with loss.: [411, 1101, 537, 1217]
sub-gaudin: GAUDIN'S SENTENCE REDUCED.: [691, 982, 801, 991]
filler-text: London, March 14. The Press Bureau and War Office state that the enemy's heavy counter-attack on Saturday afternoon was repulsed. Observations on the battlefield and the statements of prisoners prove that the German losses cannot be far short of ten thousand in three days. The Governor received the following message from the Secretary of State for the Colonies. Our troops advanced on a front of about two miles and took several lines of trenches, capturing many prisoners. The enemy's losses were heavy and the position has been consolidated. Received March 15, 9.55 p.m. Paris, March 14. Official. After desperate fighting the French captured the plateau and held the village. The communique states that the British advance continues and the Germans were driven back at several points with loss.: [275, 350, 401, 466]
sub-greece: GREECE.: [595, 1201, 625, 1209]
telegraph-credit: By Telegraph—Press Association.: [831, 1195, 933, 1203]
sub-lodge: LODGE MOTUROA.: [1004, 512, 1060, 520]
sub-repulsed: EVERYWHERE REPULSED.: [22, 1363, 112, 1372]
sub-violent: VIOLENT DUEL ON SATURDAY.: [429, 1219, 519, 1227]
filler-text: London, March 14. The Press Bureau and War Office state that the enemy's heavy counter-attack on Saturday afternoon was repulsed. Observations on the battlefield and the statements of prisoners prove that the German losses cannot be far short of ten thousand in three days. The Governor received the following message from the Secretary of State for the Colonies. Our troops advanced on a front of about two miles and took several lines of trenches, capturing many prisoners. The enemy's losses were heavy and the position has been consolidated. Received March 15, 9.55 p.m. Paris, March 14. Official. After desperate fighting the French captured the plateau and held the village. The communique states that the British advance continues and the Germans were driven back at several points with loss.: [819, 553, 945, 669]
sub-convalescent: CONVALESCENT HOME FOR TROOPS: [692, 1270, 800, 1278]
times-service: Times and Sydney Sun Services.: [17, 421, 117, 428]
filler-text: London, March 14. The Press Bureau and War Office state that the enemy's heavy counter-attack on Saturday afternoon was repulsed. Observations on the battlefield and the statements of prisoners prove that the German losses cannot be far short of ten thousand in three days. The Governor received the following message from the Secretary of State for the Colonies. Our troops advanced on a front of about two miles and took several lines of trenches, capturing many prisoners. The enemy's losses were heavy and the position has been consolidated. Received March 15, 9.55 p.m. Paris, March 14. Official. After desperate fighting the French captured the plateau and held the village. The communique states that the British advance continues and the Germans were driven back at several points with loss.: [955, 302, 1109, 397]
article-paragraph: It is extremely desirable that authorities remitting money in response to the Belgian Commissioner's appeal should advise their agents in London that it must be handed to the commission, otherwise it might be given to a totally different body called the Belgian Relief Committee, who's deals with Belgian refugees in England, who already are well provided for.: [5, 439, 129, 497]
filler-text: London, March 14. The Press Bureau and War Office state that the enemy's heavy counter-attack on Saturday afternoon was repulsed. Observations on the battlefield and the statements of prisoners prove that the German losses cannot be far short of ten thousand in three days. The Governor received the following message from the Secretary of State for the Colonies. Our troops advanced on a front of about two miles and took several lines of trenches, capturing many prisoners. The enemy's losses were heavy and the position has been consolidated. Received March 15, 9.55 p.m. Paris, March 14. Official. After desperate fighting the French captured the plateau and held the village. The communique states that the British advance continues and the Germans were driven back at several points with loss.: [275, 730, 401, 847]
sub-patriotism: A SPLENDID PATRIOTISM.: [702, 1259, 790, 1268]
filler-text: London, March 14. The Press Bureau and War Office state that the enemy's heavy counter-attack on Saturday afternoon was repulsed. Observations on the battlefield and the statements of prisoners prove that the German losses cannot be far short of ten thousand in three days. The Governor received the following message from the Secretary of State for the Colonies. Our troops advanced on a front of about two miles and took several lines of trenches, capturing many prisoners. The enemy's losses were heavy and the position has been consolidated. Received March 15, 9.55 p.m. Paris, March 14. Official. After desperate fighting the French captured the plateau and held the village. The communique states that the British advance continues and the Germans were driven back at several points with loss.: [547, 643, 673, 759]
sub-snares: GERMANY LAYING SNARES.: [568, 1212, 652, 1219]
filler-text: London, March 14. The Press Bureau and War Office state that the enemy's heavy counter-attack on Saturday afternoon was repulsed. Observations on the battlefield and the statements of prisoners prove that the German losses cannot be far short of ten thousand in three days. The Governor received the following message from the Secretary of State for the Colonies. Our troops advanced on a front of about two miles and took several lines of trenches, capturing many prisoners. The enemy's losses were heavy and the position has been consolidated. Received March 15, 9.55 p.m. Paris, March 14. Official. After desperate fighting the French captured the plateau and held the village. The communique states that the British advance continues and the Germans were driven back at several points with loss.: [955, 398, 1109, 493]
dateline: London, March 14.: [81, 430, 129, 436]
sub-mercier: CARDINAL MERCIER'S ARREST.: [692, 71, 800, 79]
headline-communications: Enemy's Communications Endangered.: [24, 302, 110, 342]
